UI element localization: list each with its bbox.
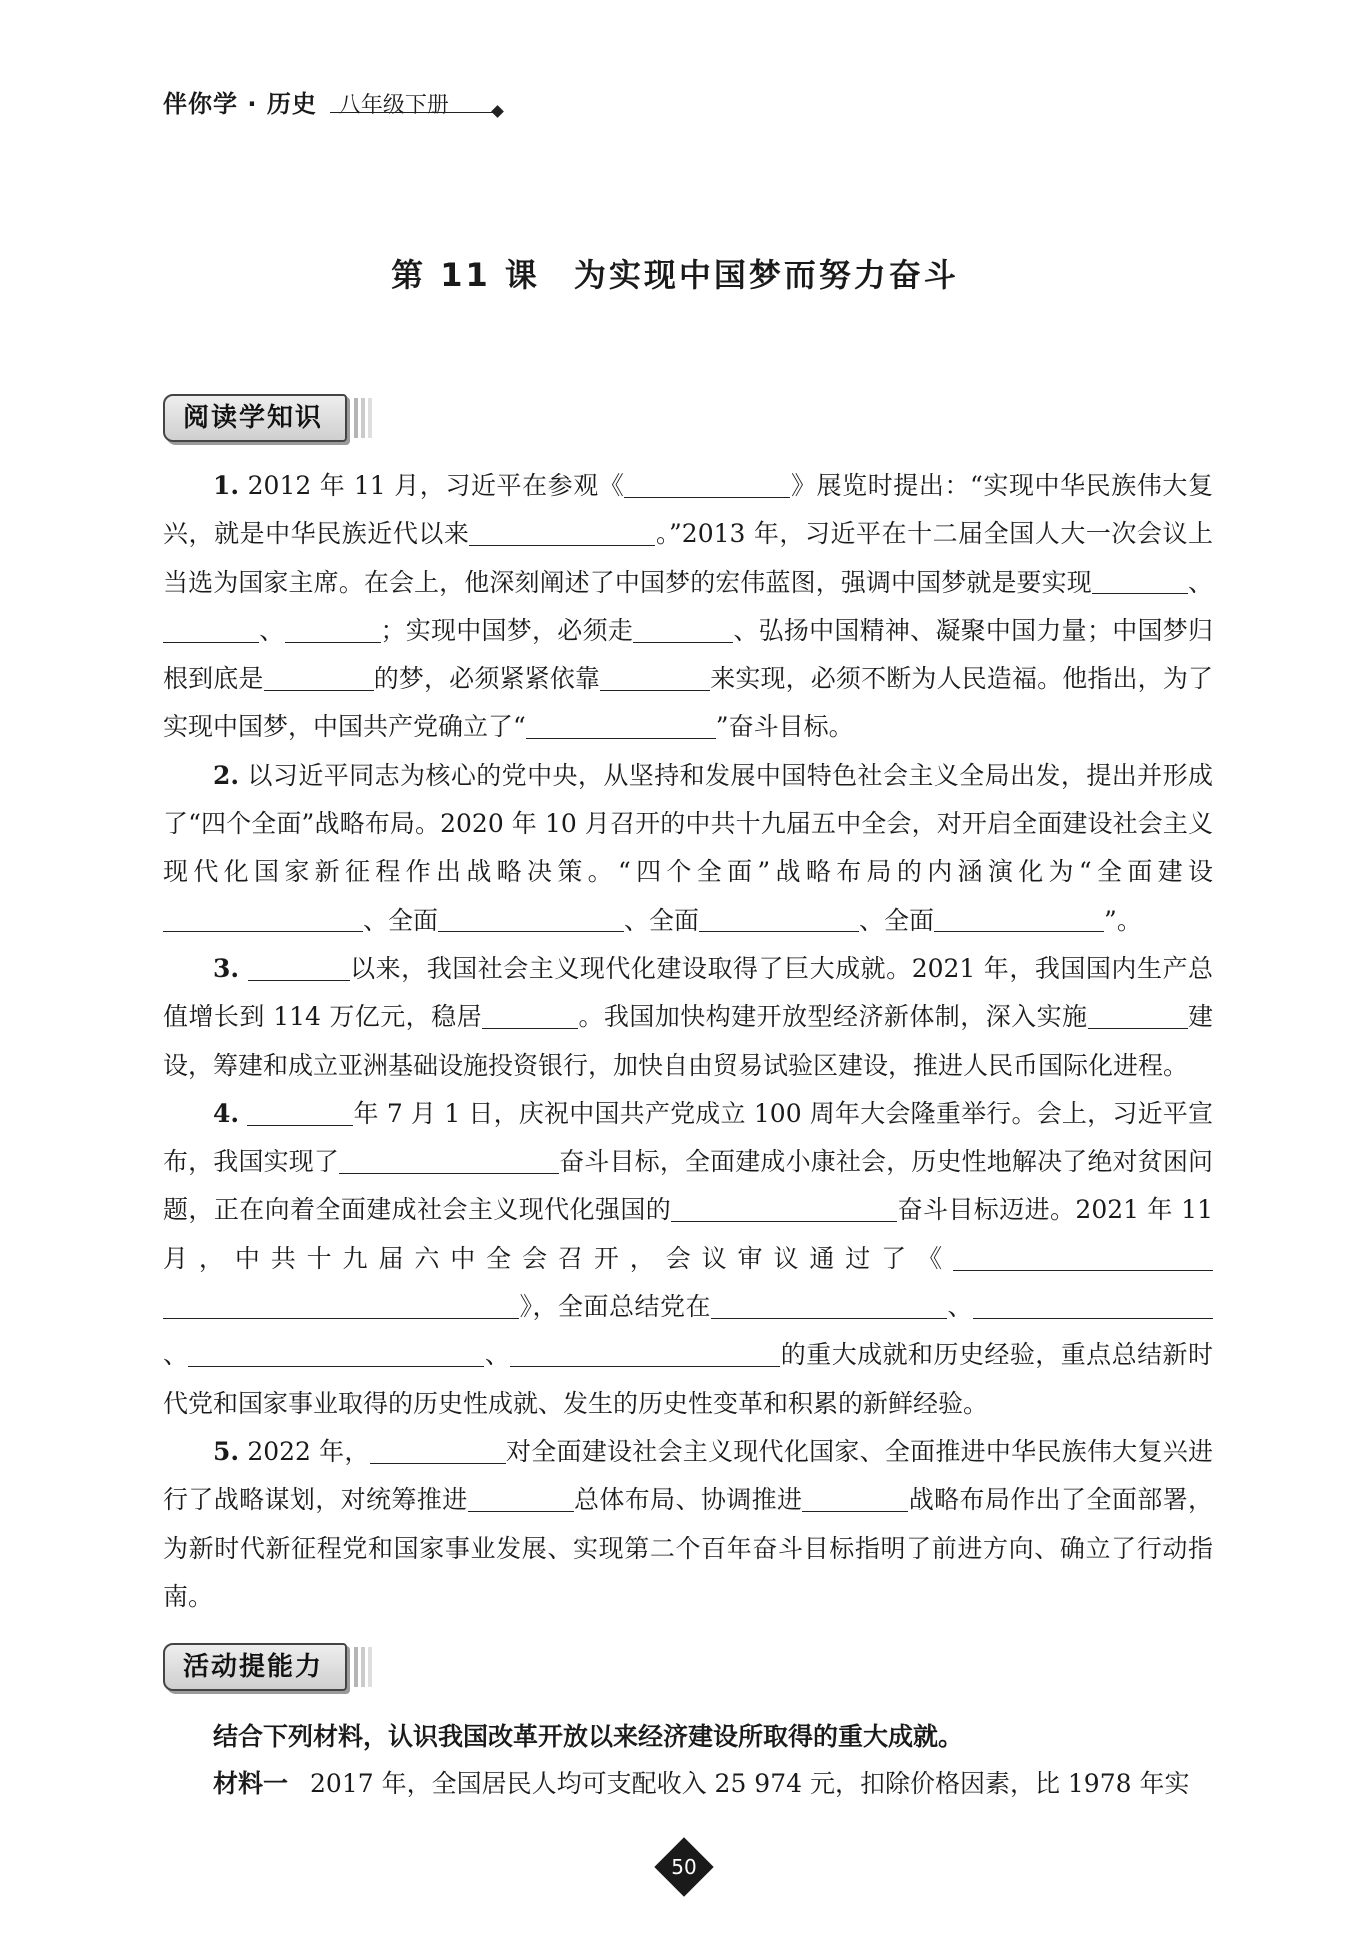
answer-blank[interactable] [600,664,710,691]
answer-blank[interactable] [438,905,624,932]
tab-stripes [351,1647,372,1687]
answer-blank[interactable] [1088,1002,1188,1029]
lesson-title [0,250,1350,296]
answer-blank[interactable] [973,1292,1213,1319]
answer-blank[interactable] [802,1485,908,1512]
section-label-activity: 活动提能力 [163,1643,347,1691]
question-number: 3. [213,953,240,983]
answer-blank[interactable] [247,1098,353,1125]
answer-blank[interactable] [671,1195,897,1222]
answer-blank[interactable] [163,905,363,932]
answer-blank[interactable] [285,615,381,642]
material-label: 材料一 [213,1769,289,1798]
lesson-name: 为实现中国梦而努力奋斗 [573,256,959,294]
answer-blank[interactable] [934,905,1104,932]
answer-blank[interactable] [248,953,350,980]
section-tab-activity [163,1643,372,1691]
answer-blank[interactable] [699,905,859,932]
header-rule [330,112,498,113]
header-diamond-icon [491,105,504,118]
material-text: 2017 年，全国居民人均可支配收入 25 974 元，扣除价格因素，比 1978 年实 [310,1769,1190,1798]
page-header [163,84,449,119]
question-3: 3. 以来，我国社会主义现代化建设取得了巨大成就。2021 年，我国国内生产总值增长到 114 万亿元，稳居 。我国加快构建开放型经济新体制，深入实施 建设，筹建和成立亚洲基础设施投资银行，加快自由贸易试验区建设，推进人民币国际化进程。 [163,953,1213,1080]
answer-blank[interactable] [953,1243,1213,1270]
page-number-text: 50 [671,1855,697,1879]
answer-blank[interactable] [163,1292,519,1319]
question-number: 5. [213,1436,240,1466]
answer-blank[interactable] [339,1147,559,1174]
answer-blank[interactable] [711,1292,947,1319]
answer-blank[interactable] [526,712,716,739]
page-number [663,1846,705,1888]
lesson-number: 第 11 课 [391,256,540,294]
answer-blank[interactable] [370,1436,506,1463]
question-4: 4. 年 7 月 1 日，庆祝中国共产党成立 100 周年大会隆重举行。会上，习近平宣布，我国实现了 奋斗目标，全面建成小康社会，历史性地解决了绝对贫困问题，正在向着全面建成社会主义现代化强国的 奋斗目标迈进。2021 年 11 月，中共十九届六中全会召开，会议审议通过了《》，全面总结党在 、、 、 的重大成就和历史经验，重点总结新时代党和国家事业取得的历史性成就、发生的历史性变革和积累的新鲜经验。 [163,1098,1213,1418]
series-title: 伴你学 · 历史 [163,90,317,118]
answer-blank[interactable] [469,519,655,546]
activity-content [163,1713,1213,1807]
answer-blank[interactable] [1092,567,1188,594]
answer-blank[interactable] [188,1340,484,1367]
question-number: 4. [213,1098,240,1128]
reading-content [163,462,1213,1621]
question-5: 5. 2022 年， 对全面建设社会主义现代化国家、全面推进中华民族伟大复兴进行了战略谋划，对统筹推进 总体布局、协调推进 战略布局作出了全面部署，为新时代新征程党和国家事业发展、实现第二个百年奋斗目标指明了前进方向、确立了行动指南。 [163,1436,1213,1611]
section-label-reading: 阅读学知识 [163,394,347,442]
answer-blank[interactable] [624,471,790,498]
question-number: 2. [213,760,240,790]
activity-instruction: 结合下列材料，认识我国改革开放以来经济建设所取得的重大成就。 [213,1722,964,1751]
answer-blank[interactable] [633,615,733,642]
tab-stripes [351,398,372,438]
answer-blank[interactable] [468,1485,574,1512]
book-subtitle: 八年级下册 [338,93,449,118]
answer-blank[interactable] [510,1340,780,1367]
answer-blank[interactable] [482,1002,578,1029]
material-one [163,1760,1213,1807]
question-2: 2. 以习近平同志为核心的党中央，从坚持和发展中国特色社会主义全局出发，提出并形成了“四个全面”战略布局。2020 年 10 月召开的中共十九届五中全会，对开启全面建设社会主义现代化国家新征程作出战略决策。“四个全面”战略布局的内涵演化为“全面建设、全面 、全面 、全面 ”。 [163,760,1213,935]
answer-blank[interactable] [264,664,374,691]
question-number: 1. [213,471,240,500]
question-1: 1. 2012 年 11 月，习近平在参观《 》展览时提出：“实现中华民族伟大复兴，就是中华民族近代以来 。”2013 年，习近平在十二届全国人大一次会议上当选为国家主席。在会上，他深刻阐述了中国梦的宏伟蓝图，强调中国梦就是要实现 、、 ；实现中国梦，必须走 、弘扬中国精神、凝聚中国力量；中国梦归根到底是 的梦，必须紧紧依靠 来实现，必须不断为人民造福。他指出，为了实现中国梦，中国共产党确立了“ ”奋斗目标。 [163,471,1213,742]
section-tab-reading [163,394,372,442]
answer-blank[interactable] [163,615,259,642]
